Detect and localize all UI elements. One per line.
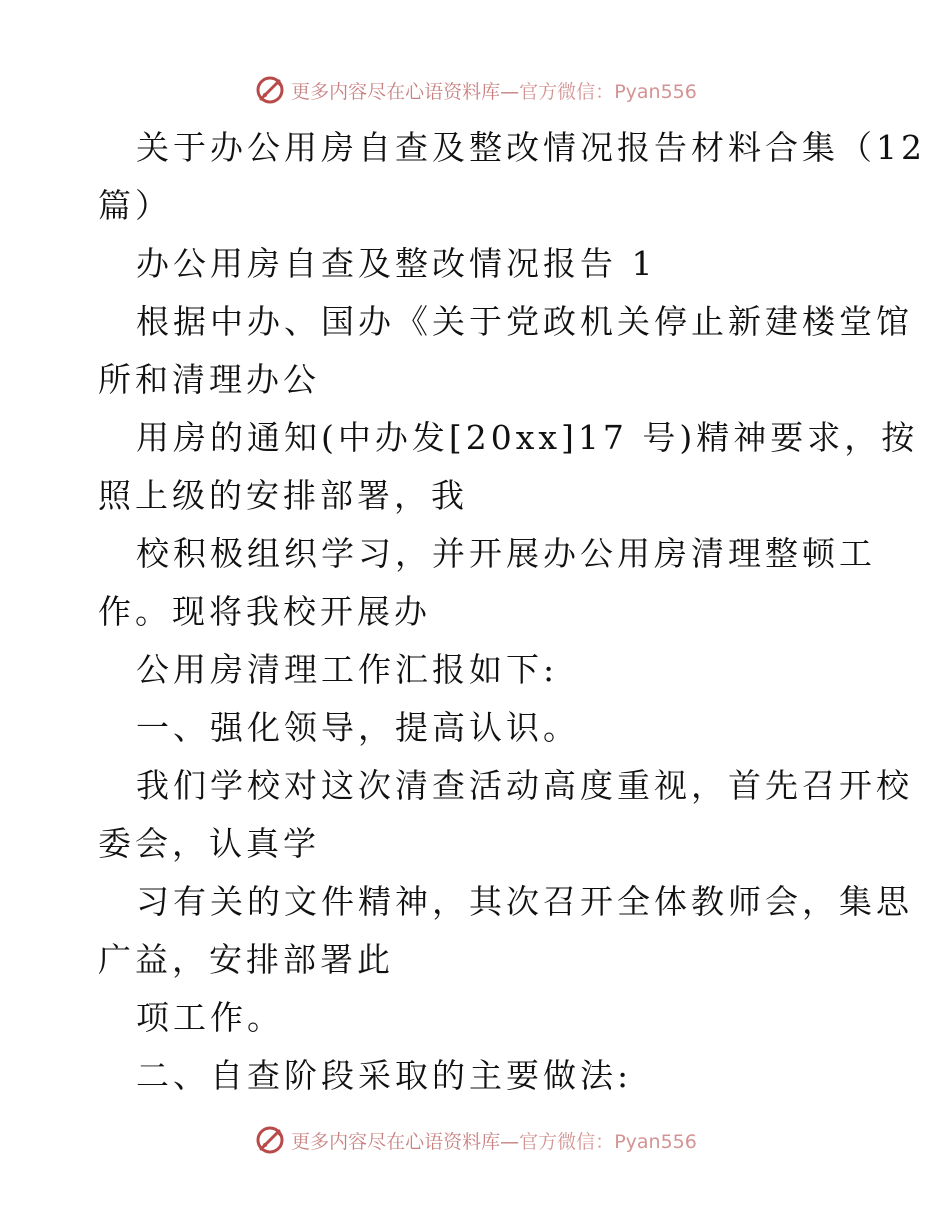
- watermark-wechat-label: 官方微信：: [519, 1130, 615, 1153]
- header-watermark: [0, 72, 950, 108]
- subsection-heading: 一、强化领导，提高认识。: [136, 708, 580, 747]
- watermark-wechat-id: Pyan556: [614, 80, 697, 103]
- document-title-line-2: 篇）: [98, 186, 172, 225]
- watermark-separator: —: [500, 80, 520, 103]
- paragraph-line: 用房的通知(中办发[20xx]17 号)精神要求，按: [136, 418, 919, 457]
- quill-logo-icon: [253, 73, 287, 107]
- subsection-heading: 二、自查阶段采取的主要做法:: [136, 1056, 633, 1095]
- paragraph-line: 习有关的文件精神，其次召开全体教师会，集思: [136, 882, 913, 921]
- watermark-wechat-label: 官方微信：: [519, 80, 615, 103]
- footer-watermark: [0, 1122, 950, 1158]
- watermark-text: [291, 1127, 697, 1154]
- paragraph-line: 我们学校对这次清查活动高度重视，首先召开校: [136, 766, 913, 805]
- paragraph-line: 公用房清理工作汇报如下:: [136, 650, 559, 689]
- section-heading: 办公用房自查及整改情况报告 1: [136, 244, 657, 283]
- watermark-main-text: 更多内容尽在心语资料库: [291, 80, 501, 103]
- paragraph-line: 校积极组织学习，并开展办公用房清理整顿工: [136, 534, 876, 573]
- paragraph-line: 照上级的安排部署，我: [98, 476, 468, 515]
- paragraph-line: 广益，安排部署此: [98, 940, 394, 979]
- quill-logo-icon: [253, 1123, 287, 1157]
- watermark-separator: —: [500, 1130, 520, 1153]
- paragraph-line: 委会，认真学: [98, 824, 320, 863]
- paragraph-line: 作。现将我校开展办: [98, 592, 431, 631]
- document-title-line-1: 关于办公用房自查及整改情况报告材料合集（12: [136, 128, 926, 167]
- watermark-main-text: 更多内容尽在心语资料库: [291, 1130, 501, 1153]
- paragraph-line: 所和清理办公: [98, 360, 320, 399]
- paragraph-line: 根据中办、国办《关于党政机关停止新建楼堂馆: [136, 302, 913, 341]
- paragraph-line: 项工作。: [136, 998, 284, 1037]
- watermark-wechat-id: Pyan556: [614, 1130, 697, 1153]
- watermark-text: [291, 77, 697, 104]
